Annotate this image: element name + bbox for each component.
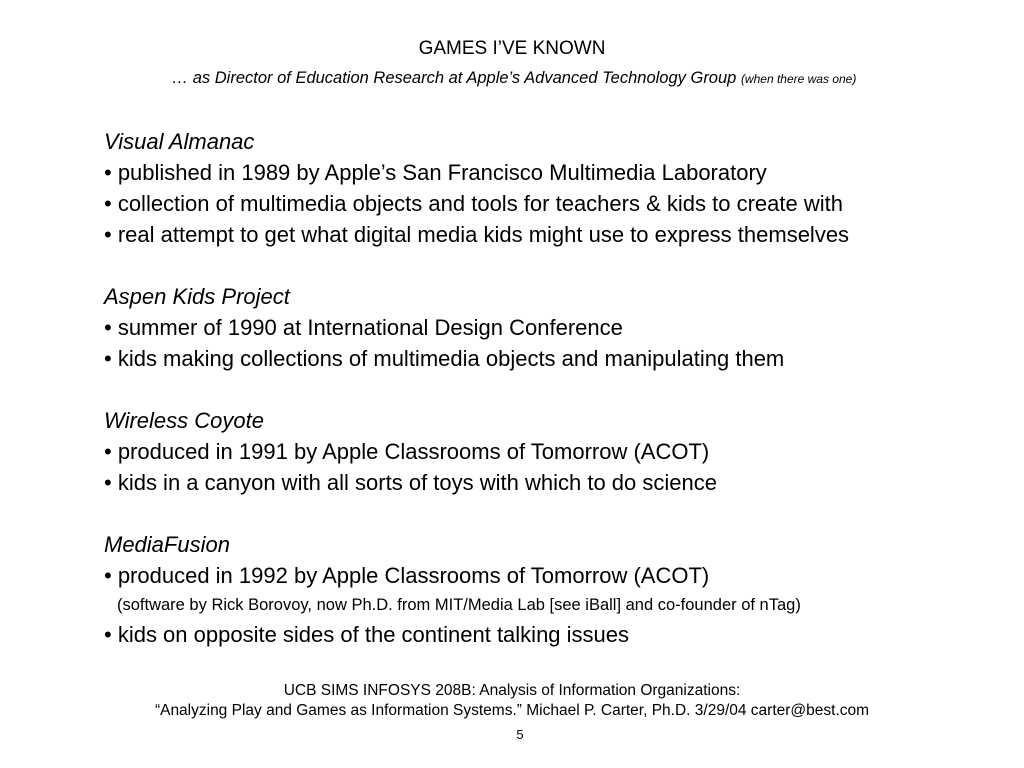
bullet-item: • summer of 1990 at International Design Conference — [104, 315, 623, 340]
footer-citation-line: “Analyzing Play and Games as Information Systems.” Michael P. Carter, Ph.D. 3/29/04 carter@best.com — [154, 702, 870, 719]
footer-course-line: UCB SIMS INFOSYS 208B: Analysis of Information Organizations: — [283, 682, 741, 699]
page-number: 5 — [516, 727, 524, 742]
section-heading: Aspen Kids Project — [104, 284, 290, 309]
bullet-item: • real attempt to get what digital media kids might use to express themselves — [104, 222, 850, 247]
bullet-item: • kids making collections of multimedia objects and manipulating them — [104, 346, 785, 371]
bullet-item: • produced in 1991 by Apple Classrooms of Tomorrow (ACOT) — [104, 439, 710, 464]
slide-footer — [0, 681, 1024, 721]
section-mediafusion — [104, 529, 1004, 650]
section-heading: MediaFusion — [104, 532, 230, 557]
section-wireless-coyote — [104, 405, 1004, 498]
bullet-item: • kids on opposite sides of the continent talking issues — [104, 622, 630, 647]
bullet-note: (software by Rick Borovoy, now Ph.D. from MIT/Media Lab [see iBall] and co-founder of nTag) — [117, 596, 801, 614]
subtitle-note: (when there was one) — [740, 72, 857, 86]
section-aspen-kids-project — [104, 281, 1004, 374]
slide-subtitle — [0, 68, 1024, 89]
bullet-item: • kids in a canyon with all sorts of toys with which to do science — [104, 470, 717, 495]
bullet-item: • published in 1989 by Apple’s San Francisco Multimedia Laboratory — [104, 160, 767, 185]
section-visual-almanac — [104, 126, 1004, 250]
bullet-item: • produced in 1992 by Apple Classrooms of Tomorrow (ACOT) — [104, 563, 710, 588]
slide-title: GAMES I’VE KNOWN — [418, 38, 606, 59]
slide-body — [104, 126, 1004, 650]
bullet-item: • collection of multimedia objects and tools for teachers & kids to create with — [104, 191, 843, 216]
section-heading: Wireless Coyote — [104, 408, 264, 433]
section-heading: Visual Almanac — [104, 129, 255, 154]
subtitle-main: … as Director of Education Research at Apple’s Advanced Technology Group — [171, 69, 737, 87]
